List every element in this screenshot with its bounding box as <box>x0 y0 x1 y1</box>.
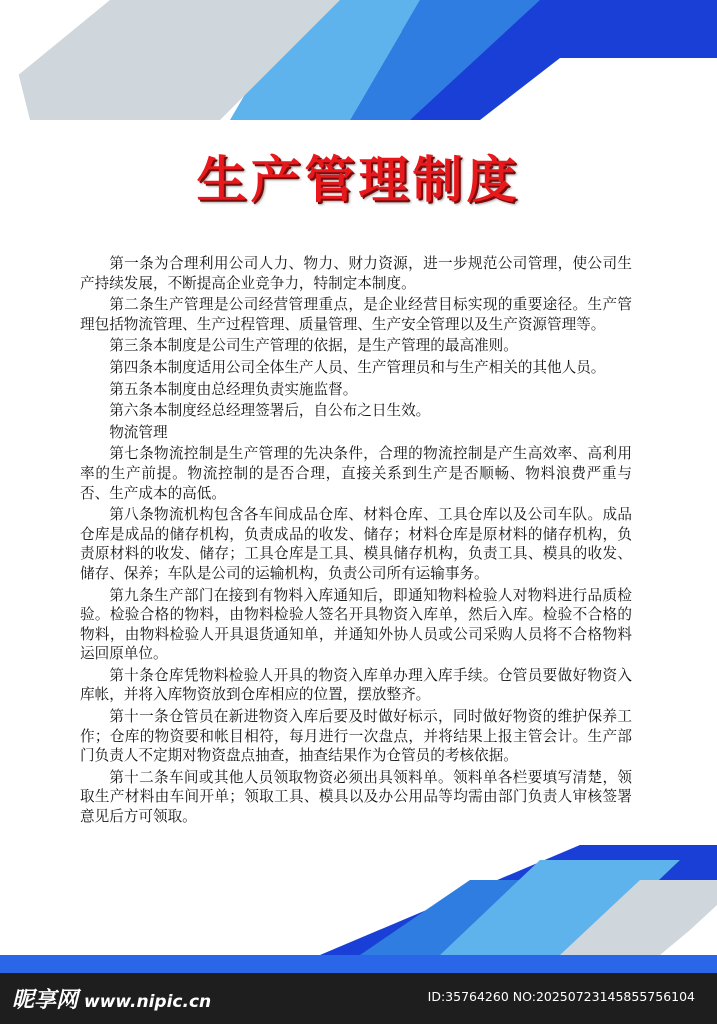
clause-12: 第十二条车间或其他人员领取物资必须出具领料单。领料单各栏要填写清楚，领取生产材料由车间开单；领取工具、模具以及办公用品等均需由部门负责人审核签署意见后方可领取。 <box>80 768 632 826</box>
bottom-blue-strip <box>0 955 717 973</box>
page-title: 生产管理制度 <box>196 151 521 209</box>
clause-6: 第六条本制度经总经理签署后，自公布之日生效。 <box>109 402 431 420</box>
section-heading: 物流管理 <box>109 423 168 441</box>
image-id-text: ID:35764260 NO:20250723145855756104 <box>427 989 695 1004</box>
clause-3: 第三条本制度是公司生产管理的依据，是生产管理的最高准则。 <box>109 337 518 355</box>
clause-7: 第七条物流控制是生产管理的先决条件，合理的物流控制是产生高效率、高利用率的生产前提。物流控制的是否合理，直接关系到生产是否顺畅、物料浪费严重与否、生产成本的高低。 <box>80 445 632 502</box>
clause-9: 第九条生产部门在接到有物料入库通知后，即通知物料检验人对物料进行品质检验。检验合格的物料，由物料检验人签名开具物资入库单，然后入库。检验不合格的物料，由物料检验人开具退货通知单，并通知外协人员或公司采购人员将不合格物料运回原单位。 <box>80 586 632 663</box>
watermark-footer <box>0 973 717 1024</box>
clause-5: 第五条本制度由总经理负责实施监督。 <box>109 380 358 398</box>
clause-2: 第二条生产管理是公司经营管理重点，是企业经营目标实现的重要途径。生产管理包括物流管理、生产过程管理、质量管理、生产安全管理以及生产资源管理等。 <box>80 296 632 333</box>
clause-11: 第十一条仓管员在新进物资入库后要及时做好标示，同时做好物资的维护保养工作；仓库的物资要和帐目相符，每月进行一次盘点，并将结果上报主管会计。生产部门负责人不定期对物资盘点抽查，抽查结果作为仓管员的考核依据。 <box>80 708 632 765</box>
clause-1: 第一条为合理利用公司人力、物力、财力资源，进一步规范公司管理，使公司生产持续发展，不断提高企业竞争力，特制定本制度。 <box>80 255 632 292</box>
document-body <box>80 254 632 829</box>
logo-text: 昵享网 <box>12 988 79 1013</box>
logo-url: www.nipic.cn <box>84 992 212 1012</box>
site-logo <box>12 983 211 1014</box>
clause-10: 第十条仓库凭物料检验人开具的物资入库单办理入库手续。仓管员要做好物资入库帐，并将入库物资放到仓库相应的位置，摆放整齐。 <box>80 666 632 704</box>
clause-8: 第八条物流机构包含各车间成品仓库、材料仓库、工具仓库以及公司车队。成品仓库是成品的储存机构，负责成品的收发、储存；材料仓库是原材料的储存机构，负责原材料的收发、储存；工具仓库是工具、模具储存机构，负责工具、模具的收发、储存、保养；车队是公司的运输机构，负责公司所有运输事务。 <box>80 506 632 582</box>
clause-4: 第四条本制度适用公司全体生产人员、生产管理员和与生产相关的其他人员。 <box>109 358 606 376</box>
